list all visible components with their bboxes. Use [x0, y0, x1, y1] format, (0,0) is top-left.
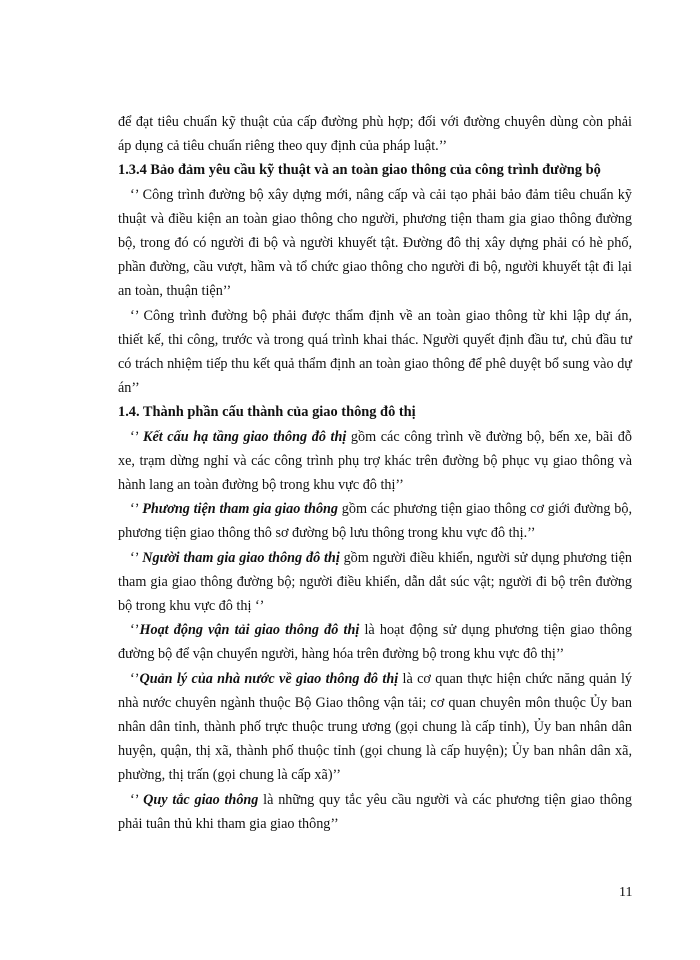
section-1-3-4-paragraph-2: ‘’ Công trình đường bộ phải được thẩm định về an toàn giao thông từ khi lập dự án, thiết kế, thi công, trước và trong quá trình khai thác. Người quyết định đầu tư, chủ đầu tư có trách nhiệm tiếp thu kết quả thẩm định an toàn giao thông để phê duyệt bổ sung vào dự án’’ [118, 307, 632, 397]
quote-mark: ‘’ [130, 622, 140, 639]
definition-text: là hoạt động sử dụng phương tiện giao thông đường bộ để vận chuyển người, hàng hóa trên đường bộ trong khu vực đô thị’’ [118, 622, 632, 663]
definition-paragraph-transport-activity [118, 618, 632, 666]
defined-term: Quản lý của nhà nước về giao thông đô thị [139, 670, 399, 687]
defined-term: Kết cấu hạ tầng giao thông đô thị [143, 428, 347, 445]
section-heading-1-3-4: 1.3.4 Bảo đảm yêu cầu kỹ thuật và an toàn giao thông của công trình đường bộ [118, 162, 601, 179]
quote-mark: ‘’ [130, 791, 144, 808]
definition-paragraph-infrastructure [118, 425, 632, 498]
quote-mark: ‘’ [130, 549, 143, 566]
definition-text: gồm các phương tiện giao thông cơ giới đường bộ, phương tiện giao thông thô sơ đường bộ lưu thông trong khu vực đô thị.’’ [118, 501, 632, 542]
definition-paragraph-state-management [118, 667, 632, 788]
quote-mark: ‘’ [130, 501, 143, 518]
defined-term: Quy tắc giao thông [143, 791, 259, 808]
definition-text: là cơ quan thực hiện chức năng quản lý nhà nước chuyên ngành thuộc Bộ Giao thông vận tải; cơ quan chuyên môn thuộc Ủy ban nhân dân tỉnh, thành phố trực thuộc trung ương (gọi chung là cấp tỉnh), Ủy ban nhân dân huyện, quận, thị xã, thành phố thuộc tỉnh (gọi chung là cấp huyện); Ủy ban nhân dân xã, phường, thị trấn (gọi chung là cấp xã)’’ [118, 670, 632, 784]
quote-mark: ‘’ [130, 428, 143, 445]
definition-paragraph-participants [118, 546, 632, 619]
section-heading-1-4: 1.4. Thành phần cấu thành của giao thông đô thị [118, 404, 416, 421]
definition-text: là những quy tắc yêu cầu người và các phương tiện giao thông phải tuân thủ khi tham gia giao thông’’ [118, 791, 632, 832]
page-content [118, 110, 632, 836]
defined-term: Người tham gia giao thông đô thị [142, 549, 340, 566]
quote-mark: ‘’ [130, 670, 140, 687]
defined-term: Phương tiện tham gia giao thông [142, 501, 339, 518]
intro-paragraph: để đạt tiêu chuẩn kỹ thuật của cấp đường phù hợp; đối với đường chuyên dùng còn phải áp dụng cả tiêu chuẩn riêng theo quy định của pháp luật.’’ [118, 114, 632, 155]
defined-term: Hoạt động vận tải giao thông đô thị [139, 622, 360, 639]
definition-text: gồm các công trình về đường bộ, bến xe, bãi đỗ xe, trạm dừng nghỉ và các công trình phụ trợ khác trên đường bộ phục vụ giao thông và hành lang an toàn đường bộ trong khu vực đô thị’’ [118, 428, 632, 494]
definition-paragraph-traffic-rules [118, 788, 632, 836]
page-number: 11 [619, 885, 633, 900]
definition-paragraph-vehicles [118, 497, 632, 545]
section-1-3-4-paragraph-1: ‘’ Công trình đường bộ xây dựng mới, nâng cấp và cải tạo phải bảo đảm tiêu chuẩn kỹ thuật và điều kiện an toàn giao thông cho người, phương tiện tham gia giao thông đường bộ, trong đó có người đi bộ và người khuyết tật. Đường đô thị xây dựng phải có hè phố, phần đường, cầu vượt, hầm và tổ chức giao thông cho người đi bộ, người khuyết tật đi lại an toàn, thuận tiện’’ [118, 186, 632, 300]
definition-text: gồm người điều khiển, người sử dụng phương tiện tham gia giao thông đường bộ; người điều khiển, dẫn dắt súc vật; người đi bộ trên đường bộ trong khu vực đô thị ‘’ [118, 549, 632, 615]
